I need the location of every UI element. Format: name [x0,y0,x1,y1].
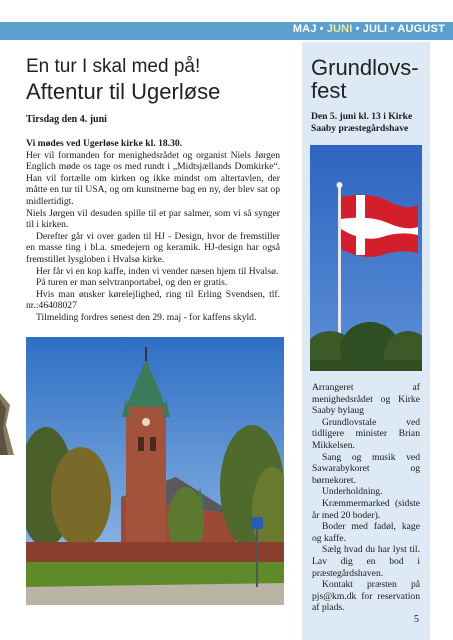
month-may: MAJ [292,23,317,35]
article-kicker: En tur I skal med på! [26,56,201,77]
article-date: Tirsdag den 4. juni [26,114,107,125]
panel-paragraph: Arrangeret af menighedsrådet og Kirke Saaby bylaug [312,382,420,417]
body-paragraph: Derefter går vi over gaden til HJ - Design, hvor de fremstiller en masse ting i bl.a. smedejern og keramik. HJ-design har også fremstillet lysgloben i Hvalsø kirke. [26,230,280,265]
month-separator: • [390,23,395,35]
panel-paragraph: Sælg hvad du har lyst til. Lav dig en bod i præstegårdshaven. [312,544,420,579]
flag-photo [310,145,422,371]
church-photo [26,337,284,605]
month-separator: • [319,23,324,35]
body-paragraph: Tilmelding fordres senest den 29. maj - for kaffens skyld. [36,311,257,323]
panel-paragraph: Grundlovstale ved tidligere minister Brian Mikkelsen. [312,416,420,451]
body-paragraph: På turen er man selvtranportabel, og den er gratis. [36,277,228,289]
article-title: Aftentur til Ugerløse [26,79,221,104]
month-range [293,23,445,35]
month-august: AUGUST [397,23,445,35]
left-article [26,56,280,324]
month-separator: • [355,23,360,35]
pillar-edge-image [0,385,22,455]
panel-paragraph: Sang og musik ved Sawarabykoret og børnekoret. [312,451,420,486]
danish-flag-illustration [310,145,422,371]
body-paragraph: Niels Jørgen vil desuden spille til et par salmer, som vi så synger til i kirken. [26,207,280,231]
panel-subtitle: Den 5. juni kl. 13 i Kirke Saaby præstegårdshave [311,111,413,134]
page-number: 5 [414,614,419,625]
panel-paragraph: Boder med fadøl, kage og kaffe. [312,521,420,544]
article-body [26,138,280,324]
body-paragraph: Her vil formanden for menighedsrådet og organist Niels Jørgen Englich møde os tage os med rundt i „Midtsjællands Domkirke“. Han vil fortælle om kirken og ikke mindst om altertavlen, der måtte en tur til USA, og om kunstnerne bag en ny, der blev sat op midlertidigt. [26,149,280,207]
panel-title-line2: fest [311,78,347,103]
panel-paragraph: Kontakt præsten på pjs@km.dk for reservation af plads. [312,579,420,614]
month-july: JULI [362,23,388,35]
month-june: JUNI [326,23,353,35]
body-paragraph: Her får vi en kop kaffe, inden vi vender næsen hjem til Hvalsø. [36,265,279,277]
panel-paragraph: Kræmmermarked (sidste år med 20 boder). [312,497,420,521]
church-illustration [26,337,284,605]
panel-paragraph: Underholdning. [322,486,383,498]
header-bar [0,22,453,40]
panel-body [312,382,420,614]
panel-title-line1: Grundlovs- [311,55,419,80]
body-paragraph: Hvis man ønsker kørelejlighed, ring til Erling Svendsen, tlf. nr.:46408027 [26,288,280,312]
body-paragraph: Vi mødes ved Ugerløse kirke kl. 18.30. [26,138,183,149]
